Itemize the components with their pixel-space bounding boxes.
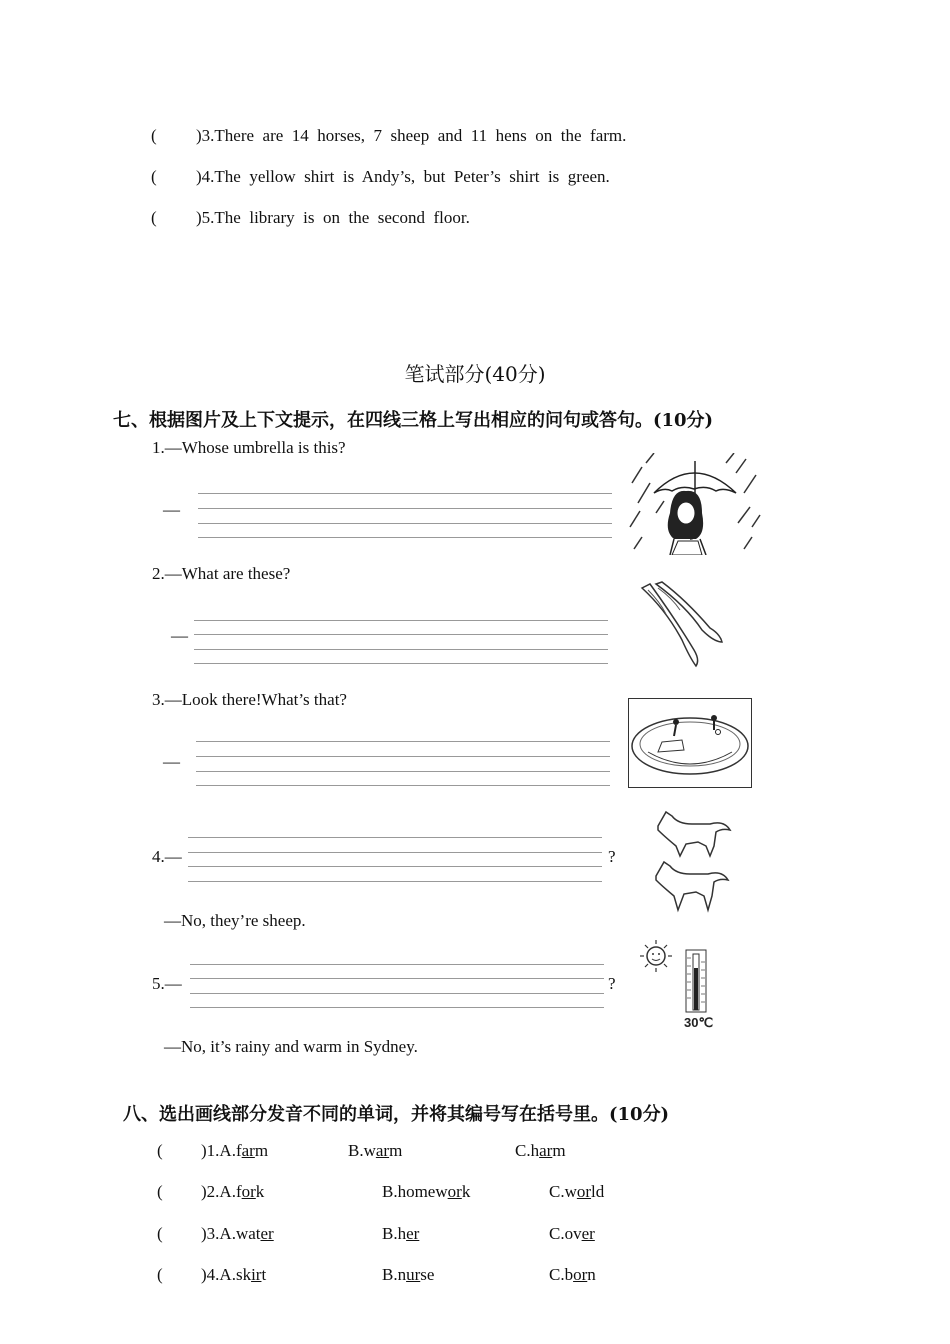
question-4-prefix: 4.—: [152, 847, 182, 866]
choice-row-4-a: )4.A.skirt: [201, 1265, 267, 1284]
horses-image: [648, 806, 734, 918]
sun-thermometer-image: [636, 938, 720, 1030]
choice-row-4-b: B.nurse: [382, 1265, 435, 1284]
question-5-prefix: 5.—: [152, 974, 182, 993]
answer-4: —No, they’re sheep.: [164, 911, 306, 930]
section8-heading: 八、选出画线部分发音不同的单词，并将其编号写在括号里。(10分): [123, 1104, 670, 1125]
section7-heading: 七、根据图片及上下文提示，在四线三格上写出相应的问句或答句。(10分): [113, 410, 714, 431]
writing-lines-3[interactable]: [196, 741, 610, 786]
choice-row-1-a: )1.A.farm: [201, 1141, 269, 1160]
judge-item-4: )4.The yellow shirt is Andy’s, but Peter’s shirt is green.: [196, 167, 610, 186]
choice-row-1-b: B.warm: [348, 1141, 403, 1160]
question-2: 2.—What are these?: [152, 564, 291, 583]
judge-item-5: )5.The library is on the second floor.: [196, 208, 470, 227]
judge-item-3: )3.There are 14 horses, 7 sheep and 11 hens on the farm.: [196, 126, 627, 145]
choice-row-2-b: B.homework: [382, 1182, 471, 1201]
choice-row-2-a: )2.A.fork: [201, 1182, 265, 1201]
answer-dash: —: [171, 626, 188, 645]
girl-umbrella-rain-image: [626, 453, 762, 555]
question-1: 1.—Whose umbrella is this?: [152, 438, 346, 457]
answer-5: —No, it’s rainy and warm in Sydney.: [164, 1037, 418, 1056]
choice-row-3-c: C.over: [549, 1224, 595, 1243]
answer-dash: —: [163, 752, 180, 771]
question-3: 3.—Look there!What’s that?: [152, 690, 347, 709]
answer-bracket[interactable]: (: [151, 126, 157, 145]
writing-lines-5[interactable]: [190, 964, 604, 1008]
answer-bracket[interactable]: (: [151, 167, 157, 186]
choice-row-3-b: B.her: [382, 1224, 420, 1243]
answer-bracket[interactable]: (: [157, 1141, 163, 1160]
question-mark: ?: [608, 847, 616, 866]
writing-lines-2[interactable]: [194, 620, 608, 664]
writing-lines-1[interactable]: [198, 493, 612, 538]
answer-dash: —: [163, 500, 180, 519]
choice-row-2-c: C.world: [549, 1182, 605, 1201]
chopsticks-image: [636, 580, 728, 670]
section-title: 笔试部分(40分): [404, 362, 546, 386]
choice-row-3-a: )3.A.water: [201, 1224, 274, 1243]
question-mark: ?: [608, 974, 616, 993]
playground-image: [628, 698, 752, 788]
answer-bracket[interactable]: (: [157, 1224, 163, 1243]
answer-bracket[interactable]: (: [151, 208, 157, 227]
temperature-label: 30℃: [684, 1015, 714, 1030]
answer-bracket[interactable]: (: [157, 1182, 163, 1201]
writing-lines-4[interactable]: [188, 837, 602, 882]
choice-row-4-c: C.born: [549, 1265, 596, 1284]
choice-row-1-c: C.harm: [515, 1141, 566, 1160]
answer-bracket[interactable]: (: [157, 1265, 163, 1284]
